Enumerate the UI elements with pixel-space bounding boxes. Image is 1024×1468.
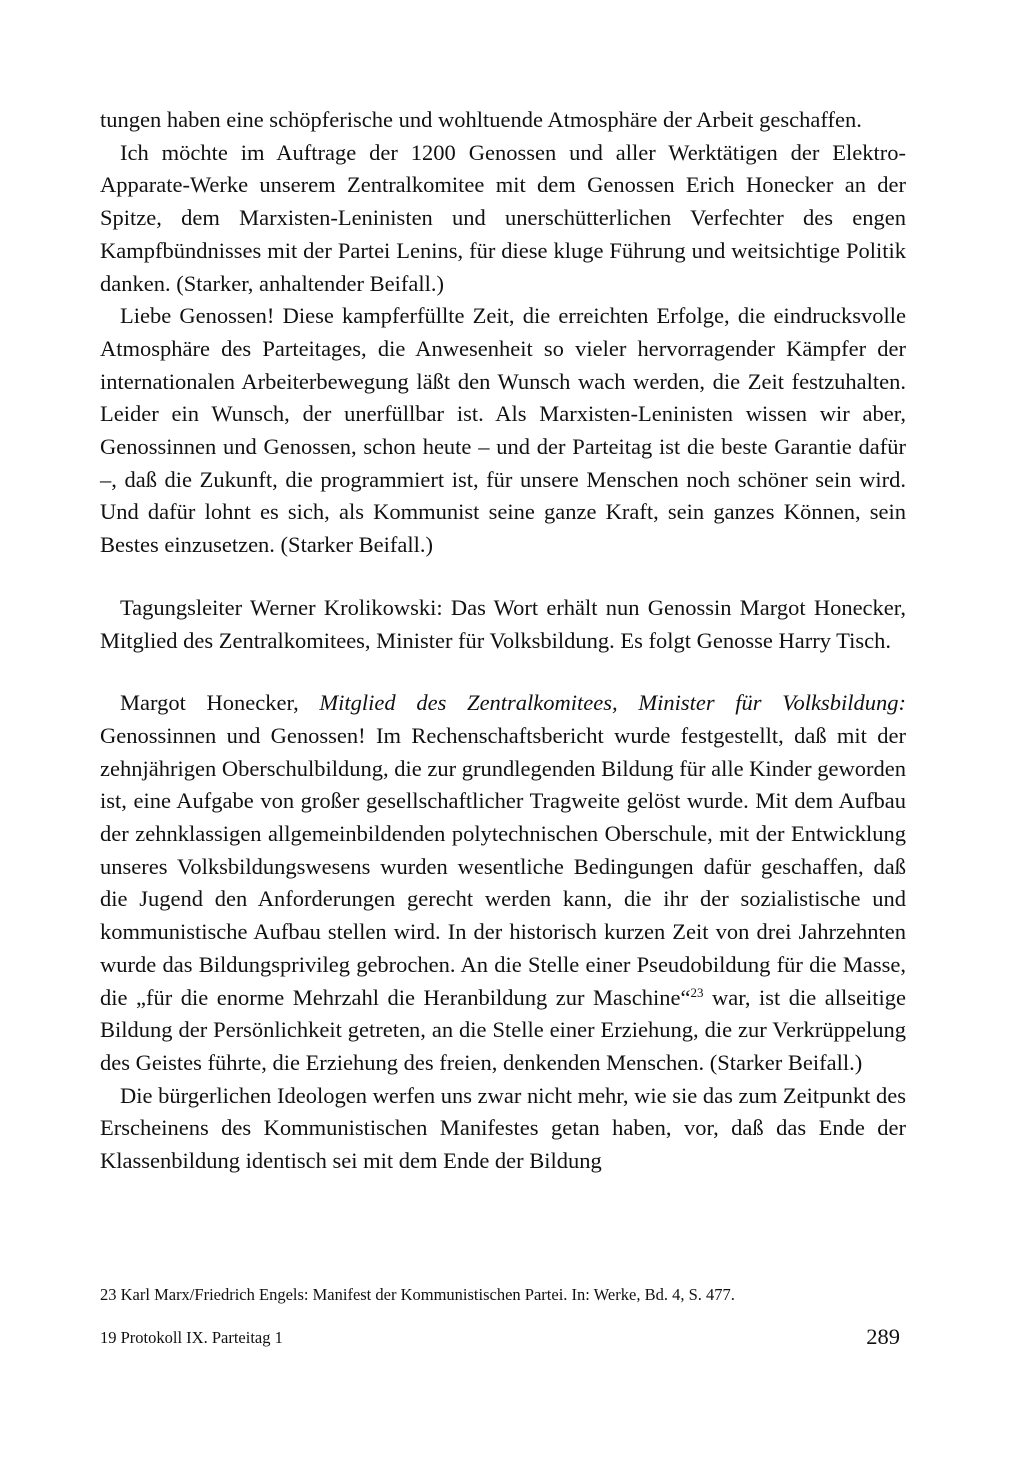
paragraph: Liebe Genossen! Diese kampferfüllte Zeit, die erreichten Erfolge, die eindrucksvolle Atmosphäre des Parteitages, die Anwesenheit so vieler hervorragender Kämpfer der internationalen Arbeiterbewegung läßt den Wunsch wach werden, die Zeit festzuhalten. Leider ein Wunsch, der unerfüllbar ist. Als Marxisten-Leninisten wissen wir aber, Genossinnen und Genossen, schon heute – und der Parteitag ist die beste Garantie dafür –, daß die Zukunft, die programmiert ist, für unsere Menschen noch schöner sein wird. Und dafür lohnt es sich, als Kommunist seine ganze Kraft, sein ganzes Können, sein Bestes einzusetzen. (Starker Beifall.) bbox=[100, 303, 906, 558]
chair-announcement: Tagungsleiter Werner Krolikowski: Das Wort erhält nun Genossin Margot Honecker, Mitglied des Zentralkomitees, Minister für Volksbildung. Es folgt Genosse Harry Tisch. bbox=[100, 594, 906, 653]
footnote: 23 Karl Marx/Friedrich Engels: Manifest der Kommunistischen Partei. In: Werke, Bd. 4, S. 477. bbox=[100, 1285, 735, 1304]
printer-signature: 19 Protokoll IX. Parteitag 1 bbox=[100, 1328, 283, 1347]
paragraph: Die bürgerlichen Ideologen werfen uns zwar nicht mehr, wie sie das zum Zeitpunkt des Erscheinens des Kommunistischen Manifestes getan haben, vor, daß das Ende der Klassenbildung identisch sei mit dem Ende der Bildung bbox=[100, 1082, 906, 1174]
paragraph: tungen haben eine schöpferische und wohltuende Atmosphäre der Arbeit geschaffen. bbox=[100, 107, 862, 132]
speech-paragraph bbox=[100, 687, 906, 1079]
section-gap bbox=[100, 562, 906, 592]
footnote-reference: 23 bbox=[690, 984, 704, 1000]
speech-text: war, ist die allseitige Bildung der Persönlichkeit getreten, an die Stelle einer Erziehung, die zur Verkrüppelung des Geistes führte, die Erziehung des freien, denkenden Menschen. (Starker Beifall.) bbox=[100, 984, 906, 1075]
speaker-role: Mitglied des Zentralkomitees, Minister für Volksbildung: bbox=[319, 690, 906, 716]
section-gap bbox=[100, 657, 906, 687]
speech-text: Genossinnen und Genossen! Im Rechenschaftsbericht wurde festgestellt, daß mit der zehnjährigen Oberschulbildung, die zur grundlegenden Bildung für alle Kinder geworden ist, eine Aufgabe von großer gesellschaftlicher Tragweite gelöst wurde. Mit dem Aufbau der zehnklassigen allgemeinbildenden polytechnischen Oberschule, mit der Entwicklung unseres Volksbildungswesens wurden wesentliche Bedingungen dafür geschaffen, daß die Jugend den Anforderungen gerecht werden kann, die ihr der sozialistische und kommunistische Aufbau stellen wird. In der historisch kurzen Zeit von drei Jahrzehnten wurde das Bildungsprivileg gebrochen. An die Stelle einer Pseudobildung für die Masse, die „für die enorme Mehrzahl die Heranbildung zur Maschine“ bbox=[100, 722, 907, 1010]
page-body bbox=[100, 104, 906, 1178]
page-footer bbox=[100, 1324, 906, 1354]
page-number: 289 bbox=[866, 1324, 900, 1349]
speaker-name: Margot Honecker, bbox=[120, 690, 299, 716]
paragraph: Ich möchte im Auftrage der 1200 Genossen und aller Werktätigen der Elektro-Apparate-Werke unserem Zentralkomitee mit dem Genossen Erich Honecker an der Spitze, dem Marxisten-Leninisten und unerschütterlichen Verfechter des engen Kampfbündnisses mit der Partei Lenins, für diese kluge Führung und weitsichtige Politik danken. (Starker, anhaltender Beifall.) bbox=[100, 139, 906, 296]
